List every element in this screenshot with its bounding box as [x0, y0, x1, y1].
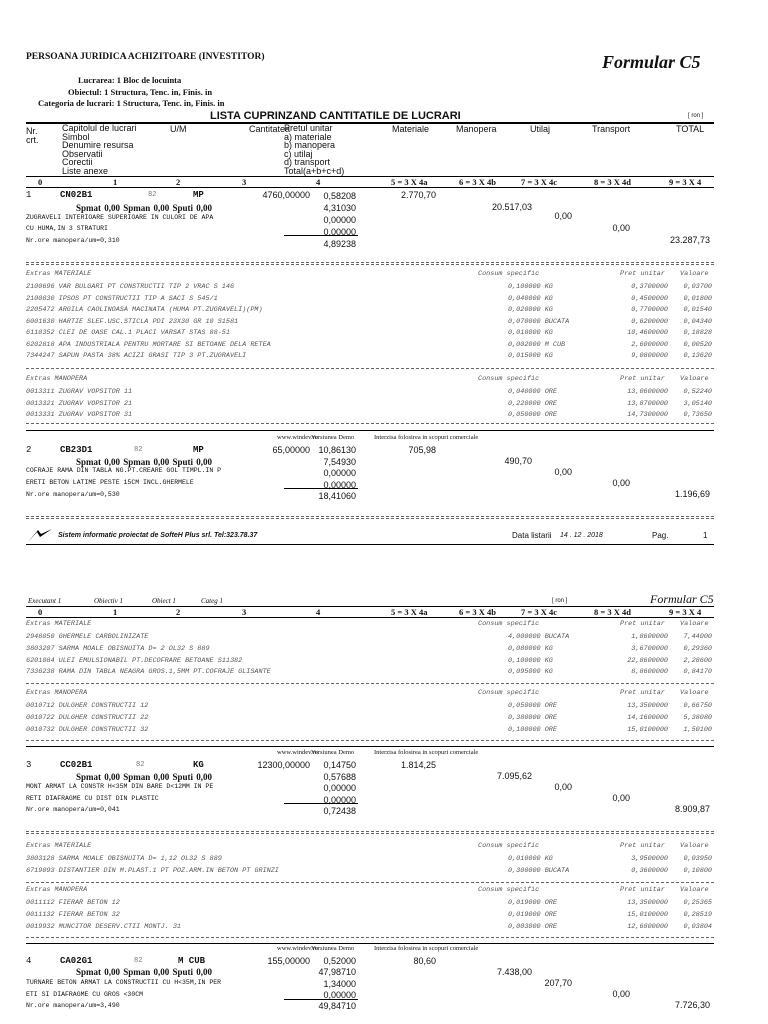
capitol-header: Capitolul de lucrari Simbol Denumire resursa Observatii Corectii Liste anexe [62, 123, 137, 176]
currency-label: [ ron ] [552, 598, 568, 604]
item-total: 23.287,73 [669, 235, 710, 245]
item-mat: 1.814,25 [400, 760, 436, 770]
item-desc: MONT ARMAT LA CONSTR H<35M DIN BARE D<12MM IN PE [26, 783, 214, 790]
obiectul-label: Obiectul: 1 Structura, Tenc. in, Finis. in [68, 87, 213, 97]
colnum: 1 [113, 607, 118, 617]
watermark: Interzisa folosirea in scopuri comerciale [374, 749, 479, 756]
extract-consum: 0,019000 ORE 0,019000 ORE 0,003000 ORE [508, 899, 557, 931]
item-desc: COFRAJE RAMA DIN TABLA NG.PT.CREARE GOL TIMPL.IN P [26, 467, 222, 474]
extract-valoare: 0,03950 0,10800 [683, 855, 712, 875]
item-code: CB23D1 [60, 445, 93, 455]
item-qty: 65,00000 [272, 445, 310, 455]
extract-pret: 3,9500000 0,3600000 [631, 855, 668, 875]
item-prices: 0,58208 4,31030 0,00000 0,00000 4,89238 [323, 191, 356, 249]
item-qty: 12300,00000 [257, 760, 310, 770]
item-util: 0,00 [554, 467, 572, 477]
extract-head: Valoare [680, 270, 709, 278]
total-header: TOTAL [676, 124, 705, 134]
colnum: 2 [176, 607, 181, 617]
colnum: 6 = 3 X 4b [459, 177, 496, 187]
colnum: 7 = 3 X 4c [521, 607, 558, 617]
extract-pret: 13,3500000 14,1600000 15,0100000 [627, 702, 668, 734]
extract-head: Extras MANOPERA [26, 689, 88, 697]
extract-head: Pret unitar [620, 886, 665, 894]
investor-label: PERSOANA JURIDICA ACHIZITOARE (INVESTITOR) [26, 52, 265, 62]
item-desc: ETI SI DIAFRAGME CU GROS <30CM [26, 991, 144, 998]
extract-valoare: 0,52240 3,05140 0,73650 [683, 388, 712, 419]
extract-head: Consum specific [478, 375, 540, 383]
categ-label: Categ 1 [201, 597, 223, 605]
softeh-logo-icon [27, 528, 53, 544]
extract-head: Extras MATERIALE [26, 270, 92, 278]
extract-head: Consum specific [478, 886, 540, 894]
watermark: Interzisa folosirea in scopuri comerciale [374, 434, 479, 441]
item-transp: 0,00 [612, 989, 630, 999]
item-util: 0,00 [554, 782, 572, 792]
extract-head: Valoare [680, 842, 709, 850]
item-man: 20.517,03 [491, 202, 532, 212]
item-desc: ERETI BETON LATIME PESTE 15CM INCL.GHERMELE [26, 479, 194, 486]
watermark: www.windev.ro [277, 434, 319, 441]
footer-page-number: 1 [703, 531, 708, 540]
item-norma: Nr.ore manopera/um=3,490 [26, 1002, 120, 1009]
extract-head: Valoare [680, 620, 709, 628]
item-util: 0,00 [554, 211, 572, 221]
extract-head: Valoare [680, 689, 709, 697]
item-total: 7.726,30 [674, 1000, 710, 1010]
colnum: 4 [316, 177, 321, 187]
extract-pret: 13,3500000 15,0100000 12,6800000 [627, 899, 668, 931]
footer-date: 14 . 12 . 2018 [560, 532, 603, 539]
watermark: Versiunea Demo [311, 945, 355, 952]
extract-head: Extras MANOPERA [26, 375, 88, 383]
colnum: 5 = 3 X 4a [391, 607, 428, 617]
colnum: 2 [176, 177, 181, 187]
item-desc: RETI DIAFRAGME CU DIST DIN PLASTIC [26, 795, 159, 802]
footer-sistem: Sistem informatic proiectat de SofteH Plus srl. Tel:323.78.37 [58, 532, 258, 539]
extract-head: Consum specific [478, 270, 540, 278]
item-num: 82 [148, 191, 157, 199]
utilaj-header: Utilaj [530, 124, 551, 134]
item-um: KG [193, 760, 204, 770]
extract-head: Extras MATERIALE [26, 842, 92, 850]
watermark: Interzisa folosirea in scopuri comerciale [374, 945, 479, 952]
nr-header: Nr. crt. [26, 126, 39, 145]
item-prices: 10,86130 7,54930 0,00000 0,00000 18,41060 [318, 445, 356, 501]
item-norma: Nr.ore manopera/um=0,310 [26, 237, 120, 244]
item-nr: 1 [26, 190, 32, 200]
colnum: 0 [38, 607, 43, 617]
item-num: 82 [134, 957, 143, 965]
item-qty: 4760,00000 [262, 190, 310, 200]
currency-label: [ ron ] [688, 113, 704, 119]
item-total: 1.196,69 [674, 489, 710, 499]
item-desc: ZUGRAVELI INTERIOARE SUPERIOARE IN CULORI DE APA [26, 214, 214, 221]
footer-page-label: Pag. [652, 531, 669, 540]
extract-consum: 0,100000 KG 0,040000 KG 0,020000 KG 0,070000 BUCATA 0,018000 KG 0,002000 M CUB 0,015000 KG [508, 283, 570, 360]
colnum: 9 = 3 X 4 [669, 177, 702, 187]
colnum: 0 [38, 177, 43, 187]
colnum: 6 = 3 X 4b [459, 607, 496, 617]
extract-pret: 13,0600000 13,8700000 14,7300000 [627, 388, 668, 419]
pret-header: Pretul unitar a) materiale b) manopera c) utilaj d) transport Total(a+b+c+d) [284, 123, 345, 176]
document-title: LISTA CUPRINZAND CANTITATILE DE LUCRARI [210, 110, 461, 122]
colnum: 7 = 3 X 4c [521, 177, 558, 187]
item-um: MP [193, 190, 204, 200]
extract-names: 0011112 FIERAR BETON 12 0011132 FIERAR BETON 32 0019932 MUNCITOR DESERV.CTII MONTJ. 31 [26, 899, 181, 931]
item-mat: 2.770,70 [400, 190, 436, 200]
materiale-header: Materiale [392, 124, 430, 134]
extract-head: Pret unitar [620, 270, 665, 278]
item-code: CC02B1 [60, 760, 93, 770]
watermark: Versiunea Demo [311, 434, 355, 441]
extract-pret: 0,3700000 0,4500000 0,7700000 0,6200000 10,4600000 2,6000000 9,0800000 [627, 283, 668, 360]
item-mat: 80,60 [413, 956, 436, 966]
extract-consum: 0,050000 ORE 0,380000 ORE 0,100000 ORE [508, 702, 557, 734]
obiectiv-label: Obiectiv 1 [94, 597, 123, 605]
item-sp: Spmat 0,00 Spman 0,00 Sputi 0,00 [76, 967, 213, 977]
item-total: 8.909,87 [674, 804, 710, 814]
extract-valoare: 0,25365 0,28519 0,03804 [683, 899, 712, 931]
formular-title: Formular C5 [602, 52, 701, 72]
extract-head: Extras MATERIALE [26, 620, 92, 628]
item-transp: 0,00 [612, 793, 630, 803]
extract-consum: 4,000000 BUCATA 0,080000 KG 0,100000 KG 0,095000 KG [508, 633, 570, 677]
item-num: 82 [134, 446, 143, 454]
extract-valoare: 0,66750 5,38080 1,50100 [683, 702, 712, 734]
item-qty: 155,00000 [267, 956, 310, 966]
um-header: U/M [170, 124, 187, 134]
lucrarea-label: Lucrarea: 1 Bloc de locuinta [78, 75, 182, 85]
extract-head: Valoare [680, 375, 709, 383]
colnum: 8 = 3 X 4d [594, 607, 631, 617]
extract-consum: 0,040000 ORE 0,220000 ORE 0,050000 ORE [508, 388, 557, 419]
colnum: 8 = 3 X 4d [594, 177, 631, 187]
extract-head: Pret unitar [620, 689, 665, 697]
colnum: 3 [242, 177, 247, 187]
extract-valoare: 0,03700 0,01800 0,01540 0,04340 0,18828 0,00520 0,13620 [683, 283, 712, 360]
item-man: 7.438,00 [496, 967, 532, 977]
item-code: CA02G1 [60, 956, 93, 966]
manopera-header: Manopera [456, 124, 497, 134]
extract-head: Consum specific [478, 689, 540, 697]
extract-head: Pret unitar [620, 842, 665, 850]
watermark: www.windev.ro [277, 945, 319, 952]
item-norma: Nr.ore manopera/um=0,530 [26, 491, 120, 498]
watermark: Versiunea Demo [311, 749, 355, 756]
extract-consum: 0,010000 KG 0,300000 BUCATA [508, 855, 570, 875]
watermark: www.windev.ro [277, 749, 319, 756]
item-util: 207,70 [544, 978, 572, 988]
extract-pret: 1,8600000 3,6700000 22,8600000 8,8600000 [627, 633, 668, 677]
item-transp: 0,00 [612, 478, 630, 488]
extract-names: 2948050 GHERMELE CARBOLINIZATE 3803207 SARMA MOALE OBISNUITA D= 2 OL32 S 889 6201084 ULEI EMULSIONABIL PT.DECOFRARE BETOANE S11382 7336238 RAMA DIN TABLA NEAGRA GROS.1,5MM PT.COFRAJE GLISANTE [26, 633, 271, 677]
item-desc: CU HUMA,IN 3 STRATURI [26, 225, 108, 232]
executant-label: Executant 1 [28, 597, 62, 605]
item-man: 490,70 [504, 456, 532, 466]
item-nr: 2 [26, 445, 32, 455]
extract-head: Extras MANOPERA [26, 886, 88, 894]
extract-valoare: 7,44000 0,29360 2,28600 0,84170 [683, 633, 712, 677]
item-norma: Nr.ore manopera/um=0,041 [26, 806, 120, 813]
cantitatea-header: Cantitatea [249, 124, 291, 134]
item-mat: 705,98 [408, 445, 436, 455]
extract-head: Valoare [680, 886, 709, 894]
item-sp: Spmat 0,00 Spman 0,00 Sputi 0,00 [76, 457, 213, 467]
extract-names: 2100696 VAR BULGARI PT CONSTRUCTII TIP 2 VRAC S 146 2100830 IPSOS PT CONSTRUCTII TIP A SACI S 545/1 2205472 ARGILA CAOLINOASA MACINATA (HUMA PT.ZUGRAVELI)(PM) 6001630 HARTIE SLEF.USC.STICLA PDI 23X30 GR 10 S1581 6110352 CLEI DE OASE CAL.1 PLACI VARSAT STAS 88-51 6202818 APA INDUSTRIALA PENTRU MORTARE SI BETOANE DELA RETEA 7344247 SAPUN PASTA 38% ACIZI GRASI TIP 3 PT.ZUGRAVELI [26, 283, 271, 360]
extract-head: Consum specific [478, 620, 540, 628]
item-man: 7.095,62 [496, 771, 532, 781]
item-um: MP [193, 445, 204, 455]
item-sp: Spmat 0,00 Spman 0,00 Sputi 0,00 [76, 203, 213, 213]
extract-head: Consum specific [478, 842, 540, 850]
extract-head: Pret unitar [620, 375, 665, 383]
colnum: 9 = 3 X 4 [669, 607, 702, 617]
extract-names: 0013311 ZUGRAV VOPSITOR 11 0013321 ZUGRAV VOPSITOR 21 0013331 ZUGRAV VOPSITOR 31 [26, 388, 133, 419]
categoria-label: Categoria de lucrari: 1 Structura, Tenc. in, Finis. in [38, 98, 225, 108]
item-nr: 3 [26, 760, 32, 770]
footer-date-label: Data listarii [512, 531, 552, 540]
colnum: 3 [242, 607, 247, 617]
item-transp: 0,00 [612, 223, 630, 233]
item-num: 82 [136, 761, 145, 769]
formular-title: Formular C5 [650, 592, 714, 606]
obiect-label: Obiect 1 [152, 597, 176, 605]
item-desc: TURNARE BETON ARMAT LA CONSTRUCTII CU H<35M,IN PER [26, 979, 222, 986]
item-prices: 0,14750 0,57688 0,00000 0,00000 0,72438 [323, 760, 356, 816]
colnum: 4 [316, 607, 321, 617]
extract-names: 3803128 SARMA MOALE OBISNUITA D= 1,12 OL32 S 889 6719093 DISTANTIER DIN M.PLAST.1 PT POZ.ARM.IN BETON PT GRINZI [26, 855, 279, 875]
transport-header: Transport [592, 124, 631, 134]
colnum: 5 = 3 X 4a [391, 177, 428, 187]
item-um: M CUB [178, 956, 206, 966]
item-code: CN02B1 [60, 190, 93, 200]
item-prices: 0,52000 47,98710 1,34000 0,00000 49,84710 [318, 956, 356, 1012]
item-sp: Spmat 0,00 Spman 0,00 Sputi 0,00 [76, 772, 213, 782]
extract-head: Pret unitar [620, 620, 665, 628]
item-nr: 4 [26, 956, 32, 966]
colnum: 1 [113, 177, 118, 187]
extract-names: 0010712 DULGHER CONSTRUCTII 12 0010722 DULGHER CONSTRUCTII 22 0010732 DULGHER CONSTRUCTII 32 [26, 702, 149, 734]
